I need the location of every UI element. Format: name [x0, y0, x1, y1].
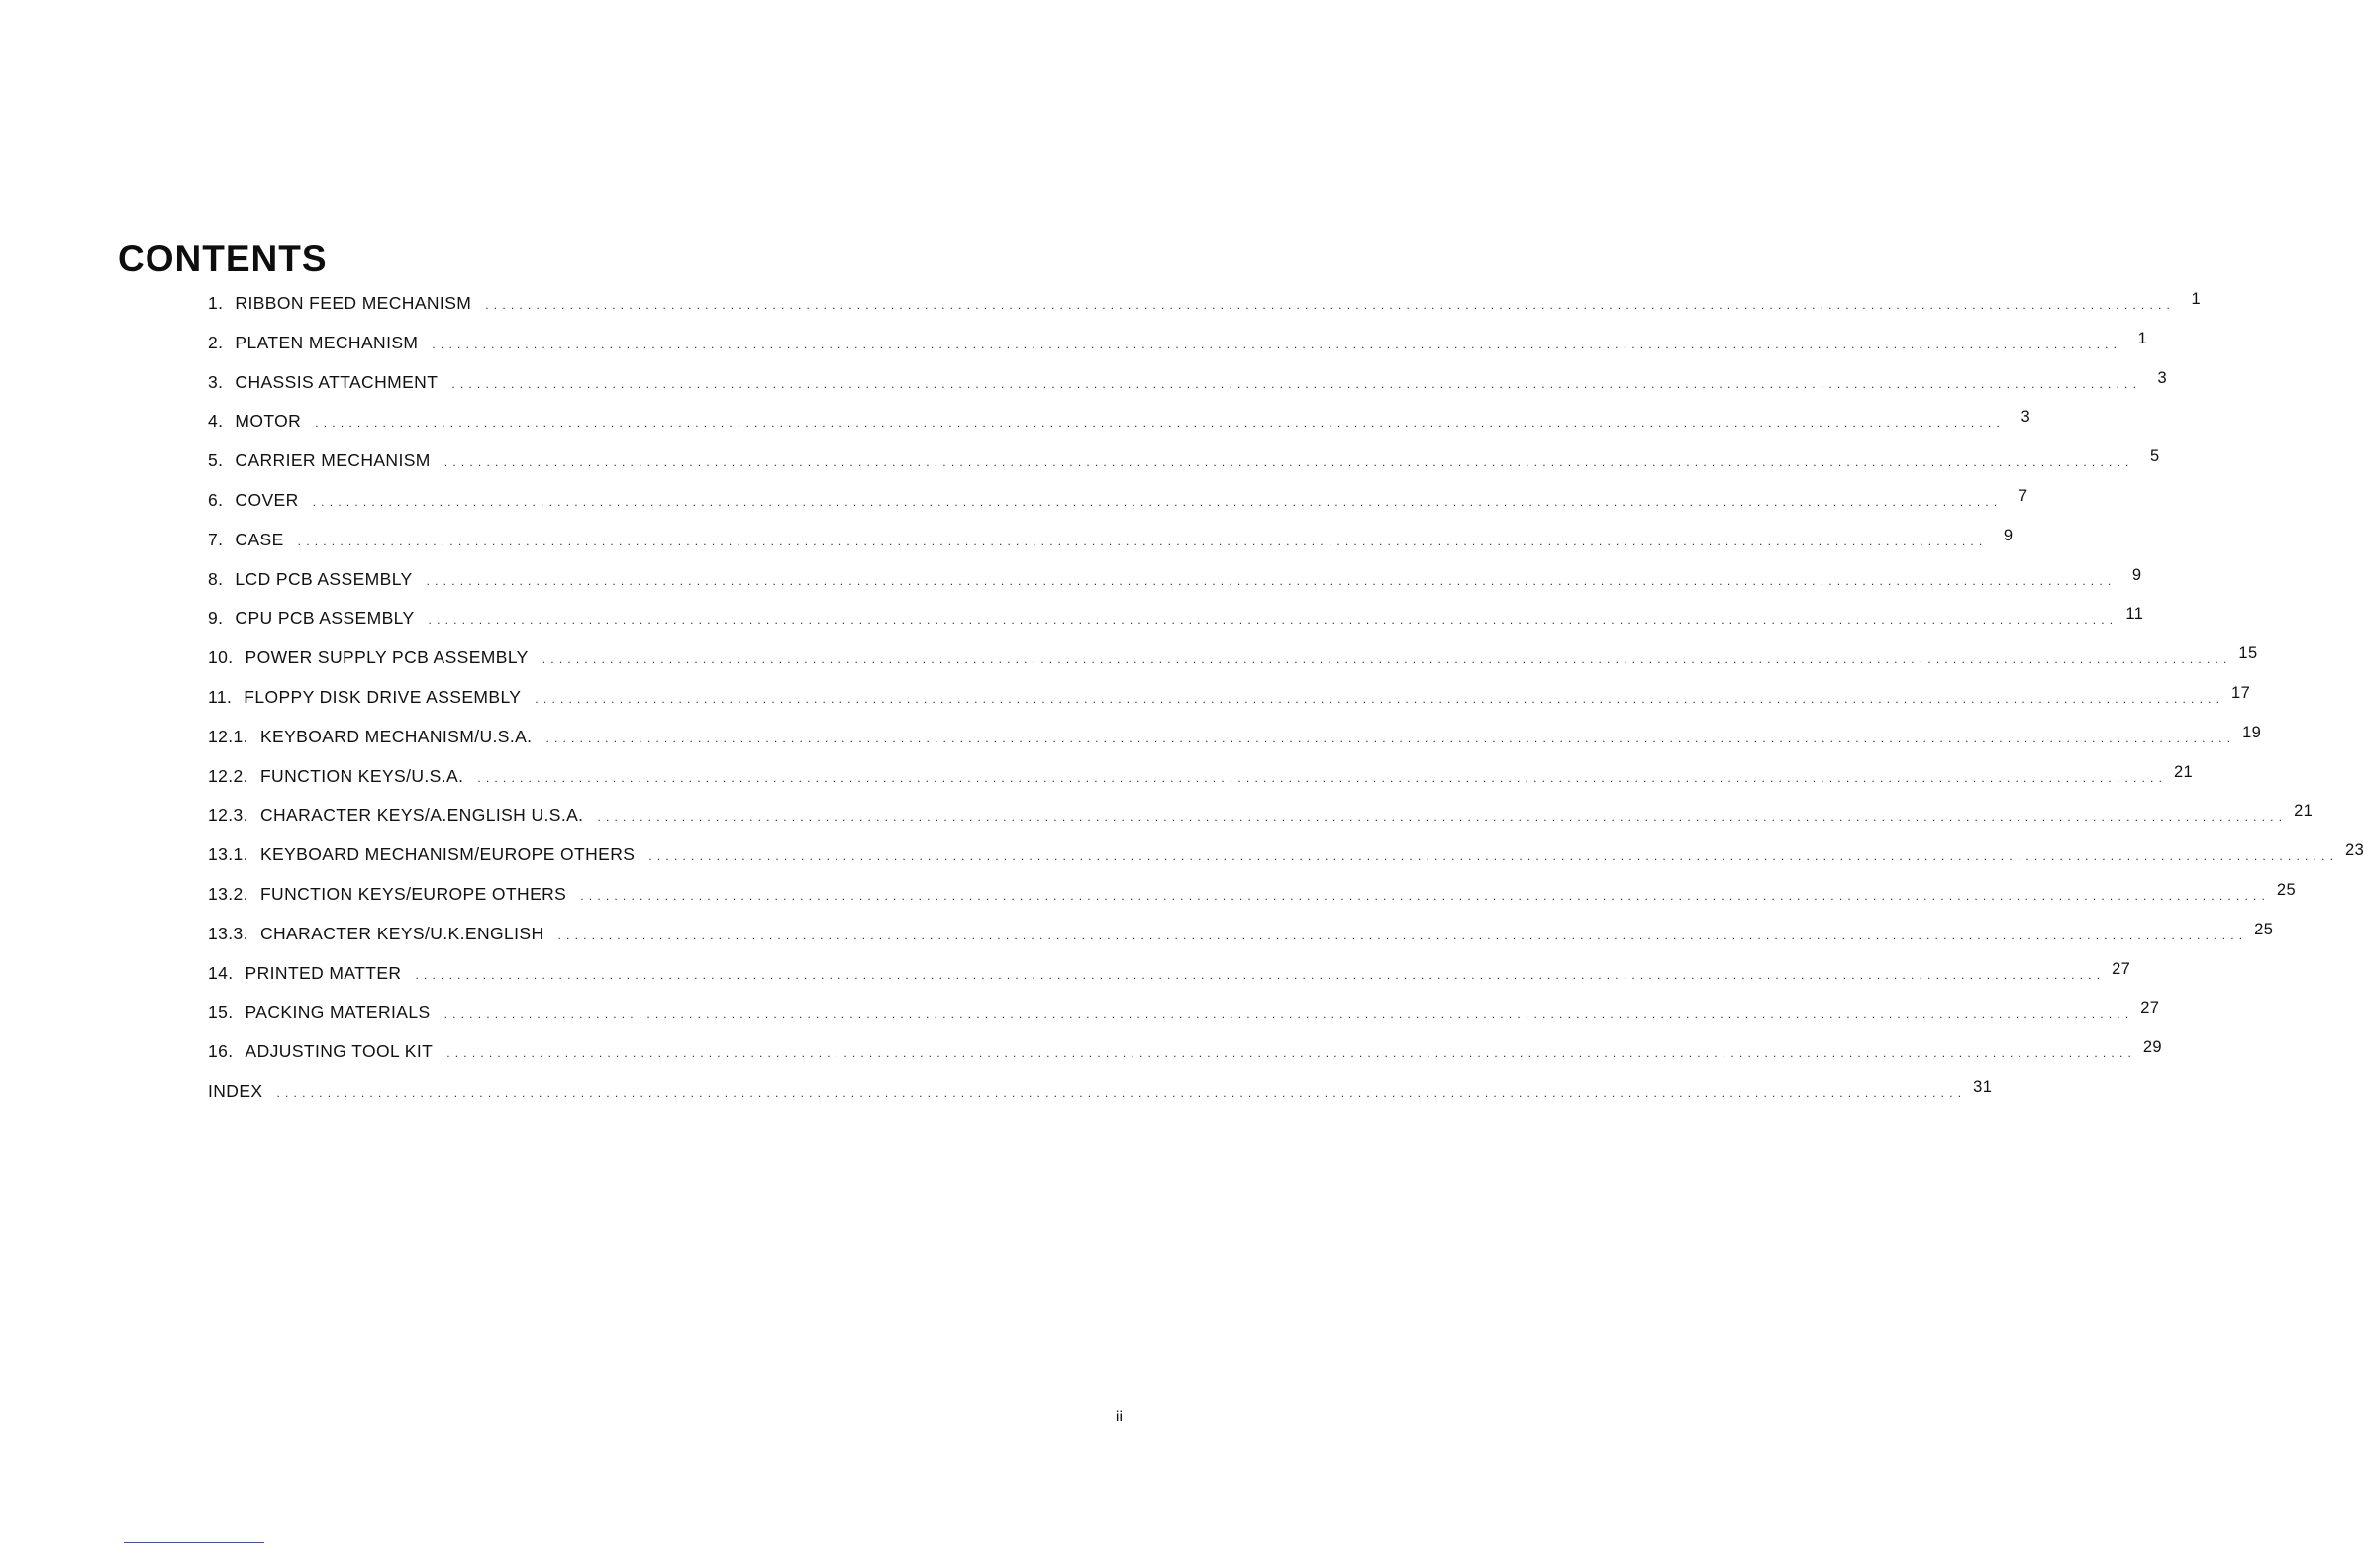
toc-entry-number: 4.: [208, 411, 224, 432]
toc-entry-label: RIBBON FEED MECHANISM: [235, 293, 472, 313]
dot-leader: ........................................................................................................................................................................................................: [485, 298, 2176, 312]
toc-entry-index[interactable]: [208, 1077, 1993, 1121]
toc-entry-number: 9.: [208, 608, 224, 629]
toc-entry-page: 25: [2254, 920, 2274, 938]
toc-entry-label: FLOPPY DISK DRIVE ASSEMBLY: [244, 686, 522, 707]
toc-entry-page: 21: [2173, 762, 2194, 781]
toc-entry-page: 3: [2157, 368, 2168, 387]
toc-entry-label: ADJUSTING TOOL KIT: [245, 1041, 434, 1062]
toc-entry-number: 7.: [208, 529, 224, 549]
toc-entry-label: POWER SUPPLY PCB ASSEMBLY: [245, 647, 529, 668]
toc-entry-page: 9: [2003, 526, 2014, 544]
dot-leader: ........................................................................................................................................................................................................: [428, 613, 2118, 628]
toc-entry-number: 6.: [208, 489, 224, 510]
page-number: ii: [1115, 1409, 1123, 1425]
toc-entry[interactable]: [208, 762, 2194, 806]
toc-entry-label: MOTOR: [235, 411, 302, 432]
toc-entry-page: 27: [2140, 999, 2160, 1018]
dot-leader: ........................................................................................................................................................................................................: [312, 494, 2003, 509]
toc-entry-label: KEYBOARD MECHANISM/U.S.A.: [259, 726, 533, 746]
toc-entry-page: 25: [2276, 880, 2297, 899]
toc-entry[interactable]: [208, 841, 2364, 884]
toc-entry[interactable]: [208, 408, 2031, 450]
toc-entry-page: 9: [2131, 565, 2142, 584]
toc-entry-page: 29: [2142, 1038, 2163, 1057]
toc-entry-label: PLATEN MECHANISM: [235, 332, 419, 352]
dot-leader: ........................................................................................................................................................................................................: [580, 888, 2271, 903]
dot-leader: ........................................................................................................................................................................................................: [446, 1046, 2137, 1061]
toc-entry-label: CHASSIS ATTACHMENT: [235, 371, 439, 392]
toc-entry-page: 17: [2231, 683, 2251, 702]
toc-entry[interactable]: [208, 329, 2148, 372]
dot-leader: ........................................................................................................................................................................................................: [415, 967, 2106, 982]
toc-entry-label: LCD PCB ASSEMBLY: [235, 568, 413, 589]
toc-entry[interactable]: [208, 959, 2131, 1003]
toc-entry-number: 2.: [208, 332, 224, 352]
toc-entry-label: CPU PCB ASSEMBLY: [235, 608, 415, 629]
toc-entry[interactable]: [208, 802, 2314, 844]
toc-entry-page: 31: [1973, 1077, 1993, 1096]
toc-entry[interactable]: [208, 447, 2160, 490]
toc-entry-page: 3: [2020, 408, 2031, 427]
dot-leader: ........................................................................................................................................................................................................: [597, 810, 2288, 825]
toc-entry-number: 13.1.: [208, 844, 248, 865]
toc-entry-page: 1: [2137, 329, 2148, 347]
toc-entry[interactable]: [208, 683, 2251, 727]
toc-entry-number: 8.: [208, 568, 224, 589]
toc-entry-label: CHARACTER KEYS/A.ENGLISH U.S.A.: [259, 805, 584, 826]
toc-entry-label: CASE: [235, 529, 284, 549]
dot-leader: ........................................................................................................................................................................................................: [443, 1007, 2134, 1022]
dot-leader: ........................................................................................................................................................................................................: [432, 337, 2122, 351]
dot-leader: ........................................................................................................................................................................................................: [315, 416, 2006, 431]
toc-entry-page: 19: [2242, 723, 2262, 741]
toc-entry[interactable]: [208, 565, 2142, 609]
toc-entry-number: 13.2.: [208, 883, 248, 904]
toc-entry[interactable]: [208, 999, 2160, 1041]
dot-leader: ........................................................................................................................................................................................................: [297, 534, 1988, 548]
toc-entry-label: PACKING MATERIALS: [245, 1002, 431, 1023]
dot-leader: ........................................................................................................................................................................................................: [648, 849, 2339, 864]
dot-leader: ........................................................................................................................................................................................................: [276, 1085, 1967, 1100]
toc-entry-label: FUNCTION KEYS/EUROPE OTHERS: [259, 883, 567, 904]
toc-entry-number: 12.2.: [208, 765, 248, 786]
toc-entry-page: 11: [2125, 605, 2144, 624]
toc-entry-number: 12.1.: [208, 726, 248, 746]
dot-leader: ........................................................................................................................................................................................................: [535, 691, 2225, 706]
toc-entry-label: CARRIER MECHANISM: [235, 450, 431, 471]
toc-entry-number: 13.3.: [208, 923, 248, 943]
toc-entry-number: 5.: [208, 450, 224, 471]
dot-leader: ........................................................................................................................................................................................................: [443, 455, 2134, 470]
toc-entry-page: 27: [2112, 959, 2131, 978]
toc-entry-number: 10.: [208, 647, 234, 668]
toc-entry-number: 15.: [208, 1002, 234, 1023]
toc-entry-number: 1.: [208, 293, 224, 313]
dot-leader: ........................................................................................................................................................................................................: [557, 928, 2248, 942]
toc-entry-label: CHARACTER KEYS/U.K.ENGLISH: [259, 923, 544, 943]
dot-leader: ........................................................................................................................................................................................................: [451, 376, 2142, 391]
toc-entry-page: 5: [2150, 447, 2160, 466]
toc-entry-label: FUNCTION KEYS/U.S.A.: [259, 765, 464, 786]
toc-entry[interactable]: [208, 880, 2297, 924]
toc-entry-page: 7: [2018, 486, 2028, 505]
dot-leader: ........................................................................................................................................................................................................: [477, 770, 2168, 785]
toc-entry-page: 15: [2238, 644, 2258, 663]
dot-leader: ........................................................................................................................................................................................................: [545, 731, 2236, 745]
toc-entry[interactable]: [208, 920, 2274, 963]
toc-entry-label: KEYBOARD MECHANISM/EUROPE OTHERS: [259, 844, 636, 865]
toc-entry-number: 16.: [208, 1041, 234, 1062]
toc-entry-label: INDEX: [208, 1080, 263, 1101]
toc-entry[interactable]: [208, 644, 2258, 687]
toc-entry[interactable]: [208, 605, 2144, 647]
bottom-rule: [124, 1542, 264, 1543]
toc-entry-number: 11.: [208, 686, 233, 707]
table-of-contents: [208, 290, 2364, 1121]
dot-leader: ........................................................................................................................................................................................................: [542, 652, 2232, 667]
toc-entry-label: PRINTED MATTER: [245, 962, 402, 983]
toc-entry-number: 3.: [208, 371, 224, 392]
toc-entry-number: 12.3.: [208, 805, 248, 826]
page-title: CONTENTS: [118, 239, 328, 279]
toc-entry-page: 1: [2191, 290, 2202, 308]
toc-entry[interactable]: [208, 526, 2014, 569]
toc-entry[interactable]: [208, 1038, 2163, 1081]
toc-entry-number: 14.: [208, 962, 234, 983]
toc-entry-page: 21: [2294, 802, 2314, 821]
toc-entry[interactable]: [208, 486, 2028, 530]
toc-entry-label: COVER: [235, 489, 299, 510]
toc-entry[interactable]: [208, 290, 2202, 333]
toc-entry[interactable]: [208, 368, 2168, 412]
toc-entry-page: 23: [2345, 841, 2364, 860]
toc-entry[interactable]: [208, 723, 2262, 766]
dot-leader: ........................................................................................................................................................................................................: [426, 573, 2117, 588]
